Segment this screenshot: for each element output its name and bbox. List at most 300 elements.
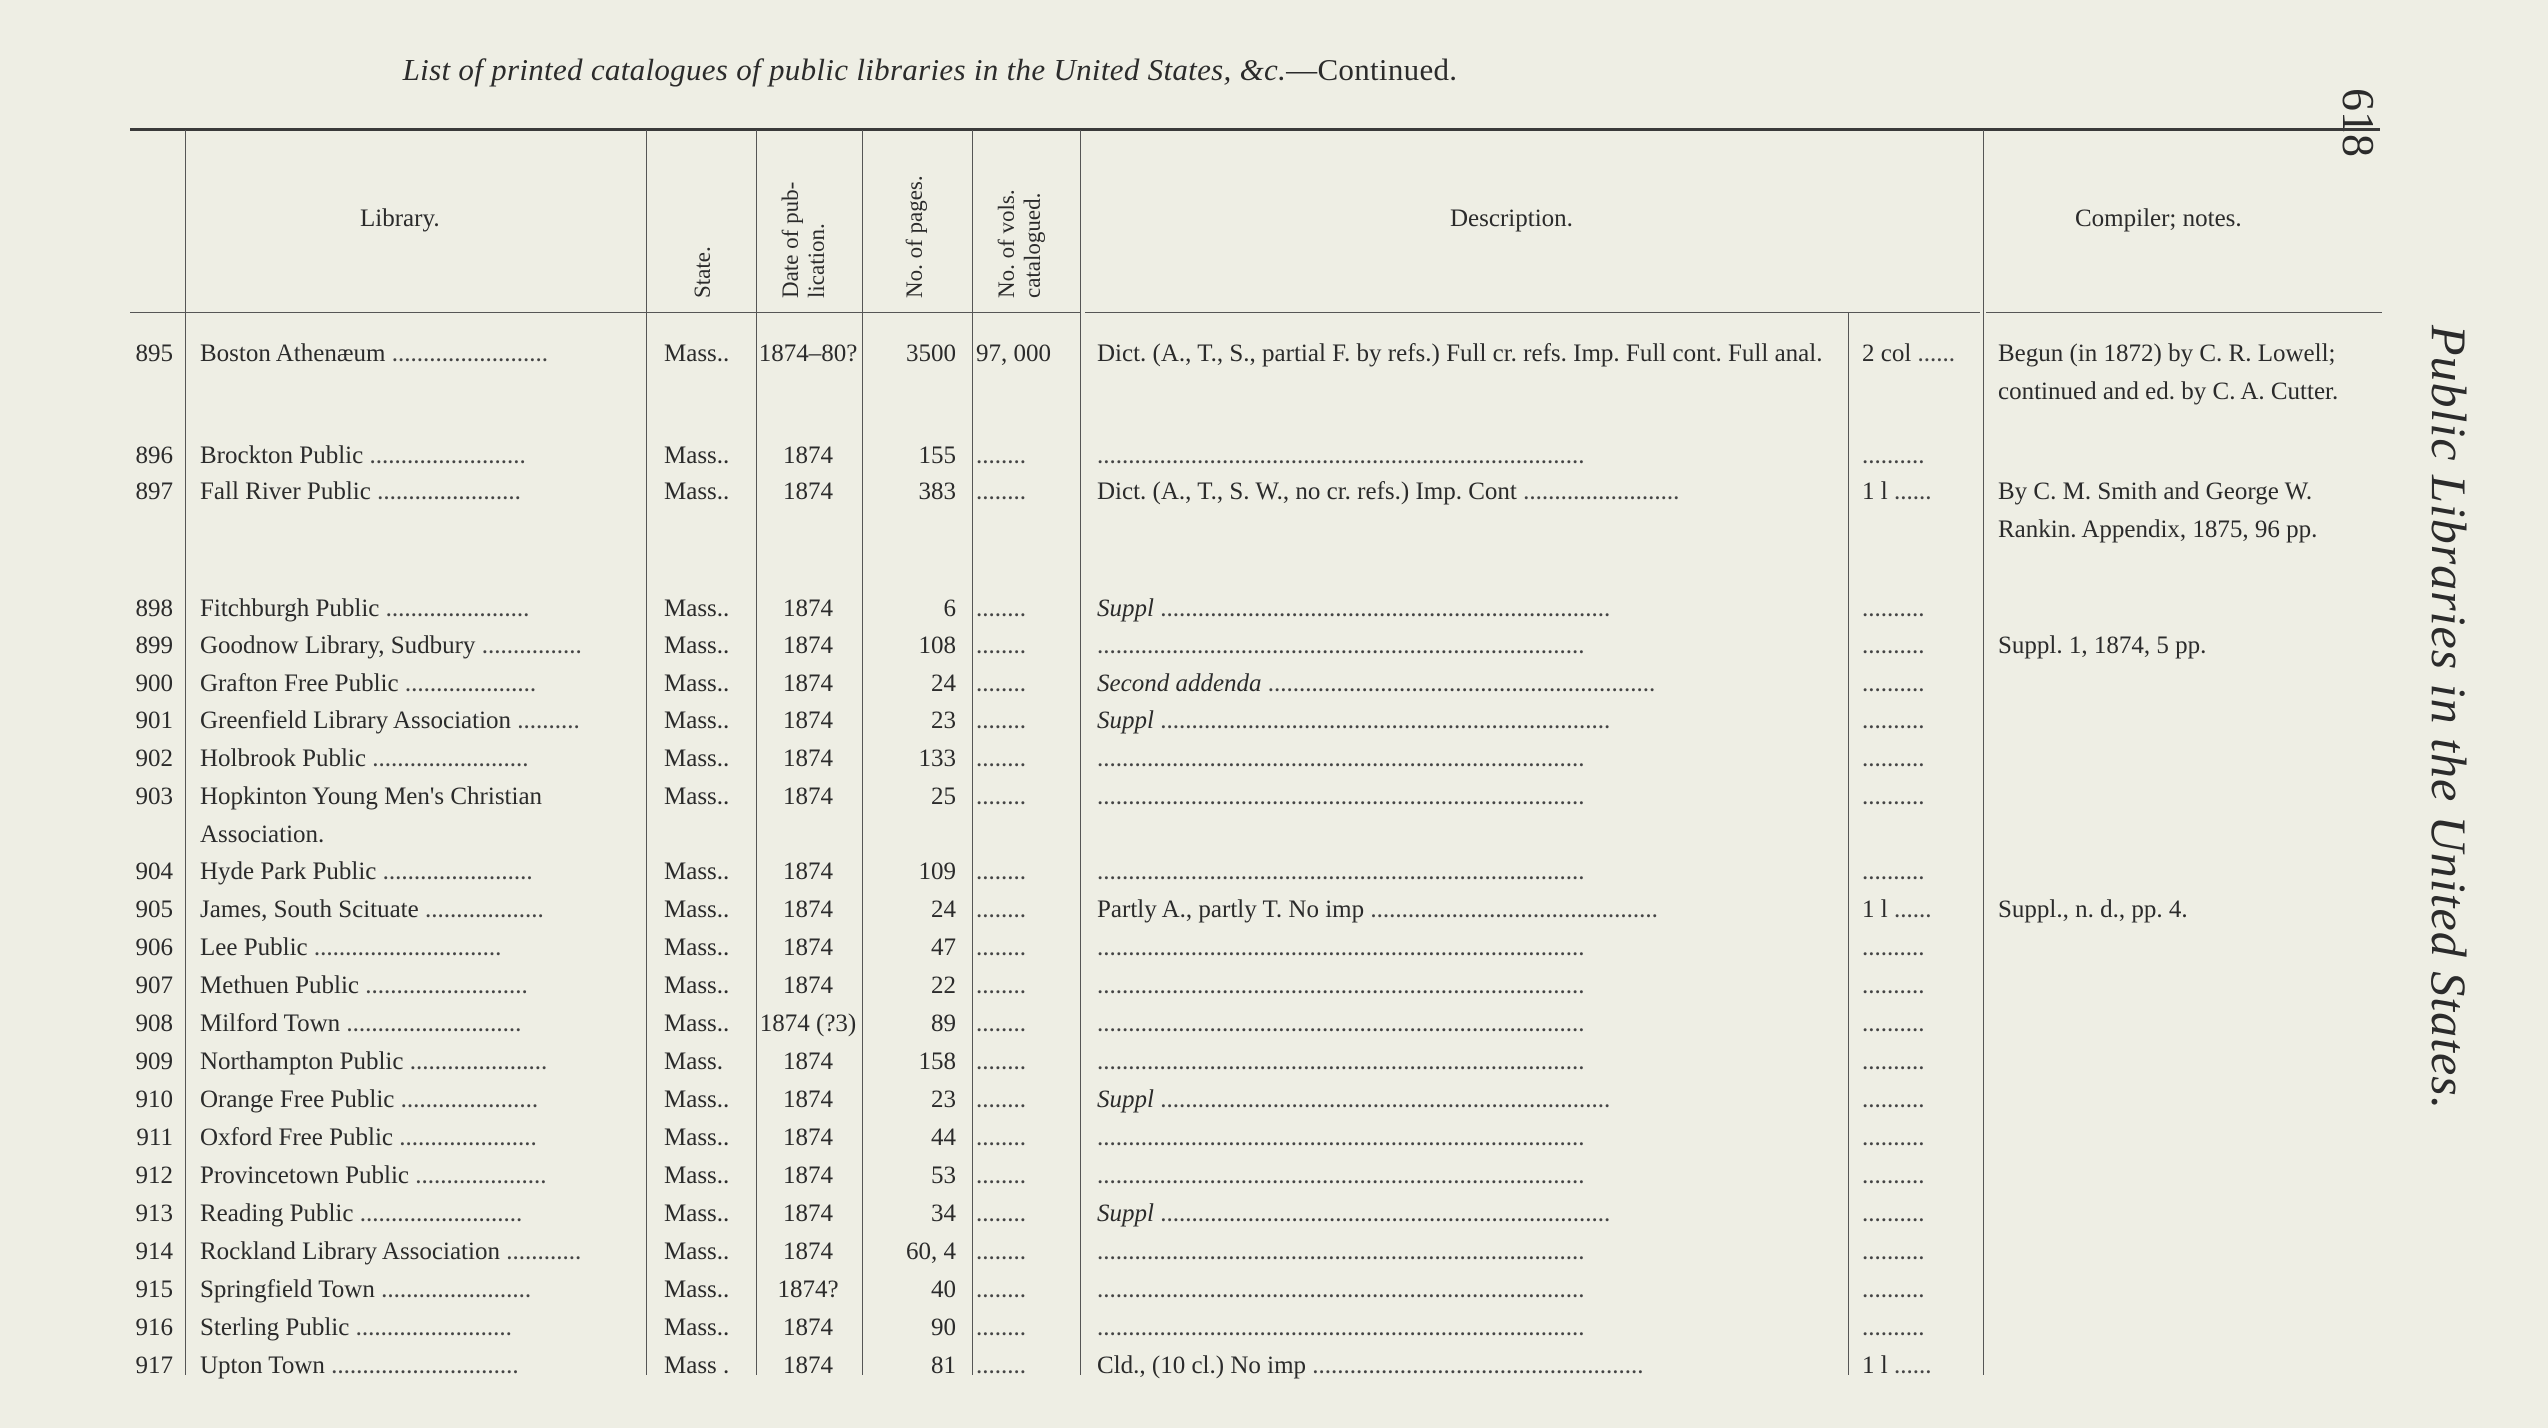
state (664, 1271, 754, 1308)
leader-dots: .............................................................................. (1097, 858, 1585, 885)
state (664, 1233, 754, 1270)
leader-dots: .......... (1862, 1314, 1925, 1341)
size-format-text: 1 l (1862, 1352, 1888, 1379)
row-number-text: 906 (135, 934, 173, 961)
state (664, 1119, 754, 1156)
publication-date-text: 1874 (783, 632, 833, 659)
publication-date-text: 1874–80? (758, 340, 858, 367)
page-count (862, 1233, 956, 1270)
leader-dots: ....................... (370, 478, 521, 505)
compiler-notes-text: Begun (in 1872) by C. R. Lowell; continued and ed. by C. A. Cutter. (1998, 340, 2339, 405)
description (1097, 665, 1845, 702)
publication-date (756, 702, 860, 739)
row-number-text: 917 (135, 1352, 173, 1379)
leader-dots: .......... (1862, 783, 1925, 810)
publication-date-text: 1874 (783, 1124, 833, 1151)
leader-dots: .......... (1862, 632, 1925, 659)
page-count (862, 967, 956, 1004)
leader-dots: ...... (1911, 340, 1956, 367)
size-format-text: 2 col (1862, 340, 1912, 367)
leader-dots: ........ (976, 1124, 1026, 1151)
compiler-notes (1998, 473, 2390, 549)
description (1097, 1157, 1845, 1194)
row-number (125, 627, 173, 664)
library-name (200, 590, 640, 627)
row-number-text: 901 (135, 707, 173, 734)
state (664, 335, 754, 372)
volume-count (976, 1157, 1076, 1194)
page-title-text: List of printed catalogues of public libraries in the United States, &c. (402, 52, 1287, 87)
volume-count (976, 1081, 1076, 1118)
library-name (200, 778, 640, 854)
leader-dots: .............................................................................. (1097, 1276, 1585, 1303)
library-name-text: Grafton Free Public (200, 670, 399, 697)
size-format (1862, 778, 1978, 815)
page-count-text: 53 (931, 1162, 956, 1189)
publication-date-text: 1874 (783, 707, 833, 734)
publication-date-text: 1874 (783, 1200, 833, 1227)
leader-dots: ........ (976, 632, 1026, 659)
row-number-text: 904 (135, 858, 173, 885)
leader-dots: ........ (976, 934, 1026, 961)
description (1097, 929, 1845, 966)
state (664, 665, 754, 702)
state-text: Mass.. (664, 1162, 730, 1189)
page-count-text: 47 (931, 934, 956, 961)
leader-dots: .......... (1862, 858, 1925, 885)
publication-date (756, 929, 860, 966)
library-name-text: Milford Town (200, 1010, 341, 1037)
library-name (200, 1005, 640, 1042)
leader-dots: .............................................................................. (1097, 1010, 1585, 1037)
page-count-text: 89 (931, 1010, 956, 1037)
publication-date-text: 1874 (783, 934, 833, 961)
row-number-text: 898 (135, 595, 173, 622)
state (664, 1081, 754, 1118)
row-number-text: 905 (135, 896, 173, 923)
leader-dots: ................... (418, 896, 544, 923)
leader-dots: ........ (976, 783, 1026, 810)
leader-dots: ...................... (403, 1048, 548, 1075)
state-text: Mass.. (664, 442, 730, 469)
library-name-text: Greenfield Library Association (200, 707, 512, 734)
page-title-suffix: —Continued. (1286, 52, 1458, 87)
library-name (200, 929, 640, 966)
publication-date-text: 1874 (783, 858, 833, 885)
compiler-notes (1998, 627, 2390, 665)
publication-date (756, 891, 860, 928)
description-text: Suppl (1097, 595, 1154, 622)
leader-dots: ................ (475, 632, 582, 659)
page-count (862, 1119, 956, 1156)
leader-dots: .......... (1862, 972, 1925, 999)
leader-dots: .......... (1862, 1276, 1925, 1303)
page-count (862, 1005, 956, 1042)
leader-dots: ......................... (349, 1314, 512, 1341)
leader-dots: ........ (976, 670, 1026, 697)
row-number (125, 778, 173, 815)
state (664, 1043, 754, 1080)
state (664, 1195, 754, 1232)
state (664, 740, 754, 777)
state (664, 1157, 754, 1194)
leader-dots: .......... (1862, 1238, 1925, 1265)
leader-dots: .......... (1862, 1048, 1925, 1075)
state (664, 702, 754, 739)
leader-dots: .............................................................................. (1097, 783, 1585, 810)
leader-dots: ........ (976, 1010, 1026, 1037)
description (1097, 1195, 1845, 1232)
library-name-text: Holbrook Public (200, 745, 366, 772)
state-text: Mass.. (664, 1086, 730, 1113)
row-number-text: 914 (135, 1238, 173, 1265)
state-text: Mass.. (664, 478, 730, 505)
leader-dots: .......... (1862, 745, 1925, 772)
library-name-text: Sterling Public (200, 1314, 350, 1341)
publication-date-text: 1874 (783, 595, 833, 622)
leader-dots: ........................................................................ (1153, 707, 1611, 734)
state-text: Mass.. (664, 670, 730, 697)
volume-count (976, 590, 1076, 627)
leader-dots: .............................................................................. (1097, 442, 1585, 469)
size-format (1862, 967, 1978, 1004)
library-name (200, 1119, 640, 1156)
publication-date (756, 1119, 860, 1156)
running-head: Public Libraries in the United States. (2421, 325, 2477, 1111)
header-library: Library. (360, 205, 440, 232)
page-count-text: 81 (931, 1352, 956, 1379)
description (1097, 778, 1845, 815)
library-name-text: Brockton Public (200, 442, 364, 469)
size-format (1862, 590, 1978, 627)
page-count-text: 40 (931, 1276, 956, 1303)
leader-dots: .............................................. (1364, 896, 1658, 923)
leader-dots: .............................................................................. (1097, 1124, 1585, 1151)
description (1097, 891, 1845, 928)
leader-dots: ........................ (374, 1276, 532, 1303)
leader-dots: ........ (976, 896, 1026, 923)
state-text: Mass.. (664, 595, 730, 622)
library-name-text: James, South Scituate (200, 896, 419, 923)
state (664, 473, 754, 510)
size-format-text: 1 l (1862, 896, 1888, 923)
leader-dots: .............................................................................. (1097, 972, 1585, 999)
leader-dots: ........ (976, 1314, 1026, 1341)
header-vols: No. of vols. catalogued. (994, 189, 1045, 298)
page-count-text: 108 (918, 632, 956, 659)
size-format (1862, 1005, 1978, 1042)
page-count-text: 22 (931, 972, 956, 999)
row-number-text: 900 (135, 670, 173, 697)
leader-dots: .............................. (307, 934, 502, 961)
row-number (125, 1043, 173, 1080)
page-count (862, 778, 956, 815)
library-name-text: Hyde Park Public (200, 858, 377, 885)
volume-count (976, 1347, 1076, 1384)
compiler-notes-text: Suppl., n. d., pp. 4. (1998, 896, 2188, 923)
publication-date-text: 1874 (783, 783, 833, 810)
library-name (200, 853, 640, 890)
volume-count-text: 97, 000 (976, 340, 1051, 367)
library-name (200, 1195, 640, 1232)
page-title (0, 52, 1860, 88)
leader-dots: ........ (976, 1162, 1026, 1189)
page-count-text: 6 (943, 595, 956, 622)
row-number (125, 853, 173, 890)
description (1097, 853, 1845, 890)
publication-date (756, 590, 860, 627)
volume-count (976, 1195, 1076, 1232)
page-count-text: 383 (918, 478, 956, 505)
leader-dots: ........................................................................ (1153, 1086, 1611, 1113)
row-number-text: 895 (135, 340, 173, 367)
library-name (200, 702, 640, 739)
leader-dots: ..................... (409, 1162, 547, 1189)
description (1097, 740, 1845, 777)
publication-date (756, 1157, 860, 1194)
publication-date (756, 967, 860, 1004)
leader-dots: .......... (1862, 707, 1925, 734)
row-number (125, 1347, 173, 1384)
page-number: 618 (2333, 88, 2384, 157)
compiler-notes (1998, 891, 2390, 929)
volume-count (976, 627, 1076, 664)
header-pages: No. of pages. (902, 175, 927, 298)
page-count (862, 1347, 956, 1384)
publication-date-text: 1874 (783, 745, 833, 772)
description-text: Suppl (1097, 707, 1154, 734)
publication-date-text: 1874 (783, 896, 833, 923)
leader-dots: .............................. (324, 1352, 519, 1379)
publication-date (756, 1271, 860, 1308)
library-name (200, 891, 640, 928)
page-count-text: 158 (918, 1048, 956, 1075)
description (1097, 1271, 1845, 1308)
size-format (1862, 1081, 1978, 1118)
state-text: Mass.. (664, 340, 730, 367)
row-number-text: 896 (135, 442, 173, 469)
description (1097, 627, 1845, 664)
description (1097, 437, 1845, 474)
row-number-text: 902 (135, 745, 173, 772)
library-name (200, 740, 640, 777)
library-name (200, 437, 640, 474)
leader-dots: ............ (499, 1238, 582, 1265)
row-number-text: 899 (135, 632, 173, 659)
page-count (862, 740, 956, 777)
publication-date (756, 1195, 860, 1232)
state (664, 891, 754, 928)
leader-dots: .......... (511, 707, 580, 734)
volume-count (976, 1271, 1076, 1308)
row-number-text: 909 (135, 1048, 173, 1075)
library-name-text: Boston Athenæum (200, 340, 386, 367)
leader-dots: .............................................................................. (1097, 1162, 1585, 1189)
size-format (1862, 1309, 1978, 1346)
library-name (200, 473, 640, 510)
library-name-text: Reading Public (200, 1200, 354, 1227)
page-count (862, 335, 956, 372)
library-name (200, 1271, 640, 1308)
row-number-text: 910 (135, 1086, 173, 1113)
page-count (862, 473, 956, 510)
description (1097, 590, 1845, 627)
description (1097, 1081, 1845, 1118)
header-rule (1085, 312, 1980, 313)
leader-dots: ........ (976, 1048, 1026, 1075)
library-name-text: Hopkinton Young Men's Christian Association. (200, 783, 543, 848)
publication-date (756, 627, 860, 664)
volume-count (976, 437, 1076, 474)
page-count (862, 590, 956, 627)
publication-date-text: 1874 (783, 1314, 833, 1341)
leader-dots: ........ (976, 1200, 1026, 1227)
leader-dots: ........................ (376, 858, 533, 885)
state-text: Mass.. (664, 1010, 730, 1037)
description (1097, 1233, 1845, 1270)
row-number-text: 897 (135, 478, 173, 505)
row-number-text: 916 (135, 1314, 173, 1341)
page-count (862, 665, 956, 702)
page-count (862, 437, 956, 474)
state-text: Mass.. (664, 1238, 730, 1265)
leader-dots: ........................................................................ (1153, 1200, 1611, 1227)
volume-count (976, 1233, 1076, 1270)
library-name-text: Springfield Town (200, 1276, 375, 1303)
state-text: Mass.. (664, 1200, 730, 1227)
size-format (1862, 853, 1978, 890)
page-count (862, 853, 956, 890)
header-state: State. (690, 246, 715, 298)
publication-date (756, 437, 860, 474)
column-divider (972, 130, 973, 1375)
table-top-rule (130, 128, 2380, 131)
description-text: Dict. (A., T., S., partial F. by refs.) Full cr. refs. Imp. Full cont. Full anal. (1097, 340, 1823, 367)
header-notes: Compiler; notes. (2075, 205, 2242, 232)
publication-date (756, 1233, 860, 1270)
page-count-text: 24 (931, 896, 956, 923)
library-name (200, 1081, 640, 1118)
description-text: Cld., (10 cl.) No imp (1097, 1352, 1307, 1379)
header-description: Description. (1450, 205, 1573, 232)
page-count-text: 44 (931, 1124, 956, 1151)
state (664, 1005, 754, 1042)
page-count (862, 1271, 956, 1308)
leader-dots: .............................................................................. (1097, 1048, 1585, 1075)
description-text: Second addenda (1097, 670, 1262, 697)
volume-count (976, 1005, 1076, 1042)
leader-dots: ..................................................... (1306, 1352, 1644, 1379)
state-text: Mass.. (664, 972, 730, 999)
volume-count (976, 1119, 1076, 1156)
publication-date (756, 335, 860, 372)
column-divider (1848, 312, 1849, 1375)
size-format-text: 1 l (1862, 478, 1888, 505)
size-format (1862, 1043, 1978, 1080)
size-format (1862, 1119, 1978, 1156)
publication-date-text: 1874 (783, 442, 833, 469)
state-text: Mass.. (664, 1124, 730, 1151)
volume-count (976, 967, 1076, 1004)
library-name-text: Rockland Library Association (200, 1238, 500, 1265)
leader-dots: .............................................................................. (1097, 934, 1585, 961)
publication-date-text: 1874 (783, 972, 833, 999)
row-number (125, 1081, 173, 1118)
state-text: Mass.. (664, 934, 730, 961)
page-count (862, 891, 956, 928)
publication-date (756, 473, 860, 510)
leader-dots: ......................... (365, 745, 529, 772)
size-format (1862, 665, 1978, 702)
state (664, 1347, 754, 1384)
leader-dots: ......................... (363, 442, 526, 469)
page-count-text: 24 (931, 670, 956, 697)
leader-dots: ....................... (379, 595, 530, 622)
page-count (862, 929, 956, 966)
header-date: Date of pub- lication. (778, 181, 829, 298)
size-format (1862, 335, 1978, 372)
compiler-notes (1998, 335, 2390, 411)
page-count-text: 155 (918, 442, 956, 469)
leader-dots: .............................................................................. (1097, 745, 1585, 772)
library-name-text: Northampton Public (200, 1048, 404, 1075)
state-text: Mass . (664, 1352, 730, 1379)
library-name (200, 1043, 640, 1080)
leader-dots: ........ (976, 478, 1026, 505)
compiler-notes-text: By C. M. Smith and George W. Rankin. Appendix, 1875, 96 pp. (1998, 478, 2318, 543)
size-format (1862, 627, 1978, 664)
state (664, 853, 754, 890)
volume-count (976, 853, 1076, 890)
publication-date-text: 1874 (783, 1048, 833, 1075)
volume-count (976, 1309, 1076, 1346)
size-format (1862, 1271, 1978, 1308)
size-format (1862, 740, 1978, 777)
volume-count (976, 1043, 1076, 1080)
library-name (200, 967, 640, 1004)
state-text: Mass.. (664, 632, 730, 659)
page-count (862, 1309, 956, 1346)
leader-dots: ......................... (385, 340, 548, 367)
row-number (125, 967, 173, 1004)
row-number (125, 891, 173, 928)
size-format (1862, 702, 1978, 739)
page-count (862, 1043, 956, 1080)
page-count (862, 1081, 956, 1118)
library-name (200, 335, 640, 372)
leader-dots: .......... (1862, 670, 1925, 697)
publication-date (756, 665, 860, 702)
leader-dots: ........ (976, 745, 1026, 772)
library-name-text: Methuen Public (200, 972, 360, 999)
leader-dots: ........................................................................ (1153, 595, 1611, 622)
description (1097, 702, 1845, 739)
leader-dots: .............................................................................. (1097, 1314, 1585, 1341)
compiler-notes-text: Suppl. 1, 1874, 5 pp. (1998, 632, 2207, 659)
row-number-text: 907 (135, 972, 173, 999)
state (664, 437, 754, 474)
row-number (125, 1195, 173, 1232)
leader-dots: ...... (1887, 896, 1932, 923)
publication-date-text: 1874 (783, 1238, 833, 1265)
leader-dots: ........ (976, 1352, 1026, 1379)
header-rule (1986, 312, 2382, 313)
header-rule (660, 312, 1080, 313)
library-name-text: Lee Public (200, 934, 308, 961)
description (1097, 967, 1845, 1004)
row-number (125, 702, 173, 739)
publication-date (756, 1005, 860, 1042)
